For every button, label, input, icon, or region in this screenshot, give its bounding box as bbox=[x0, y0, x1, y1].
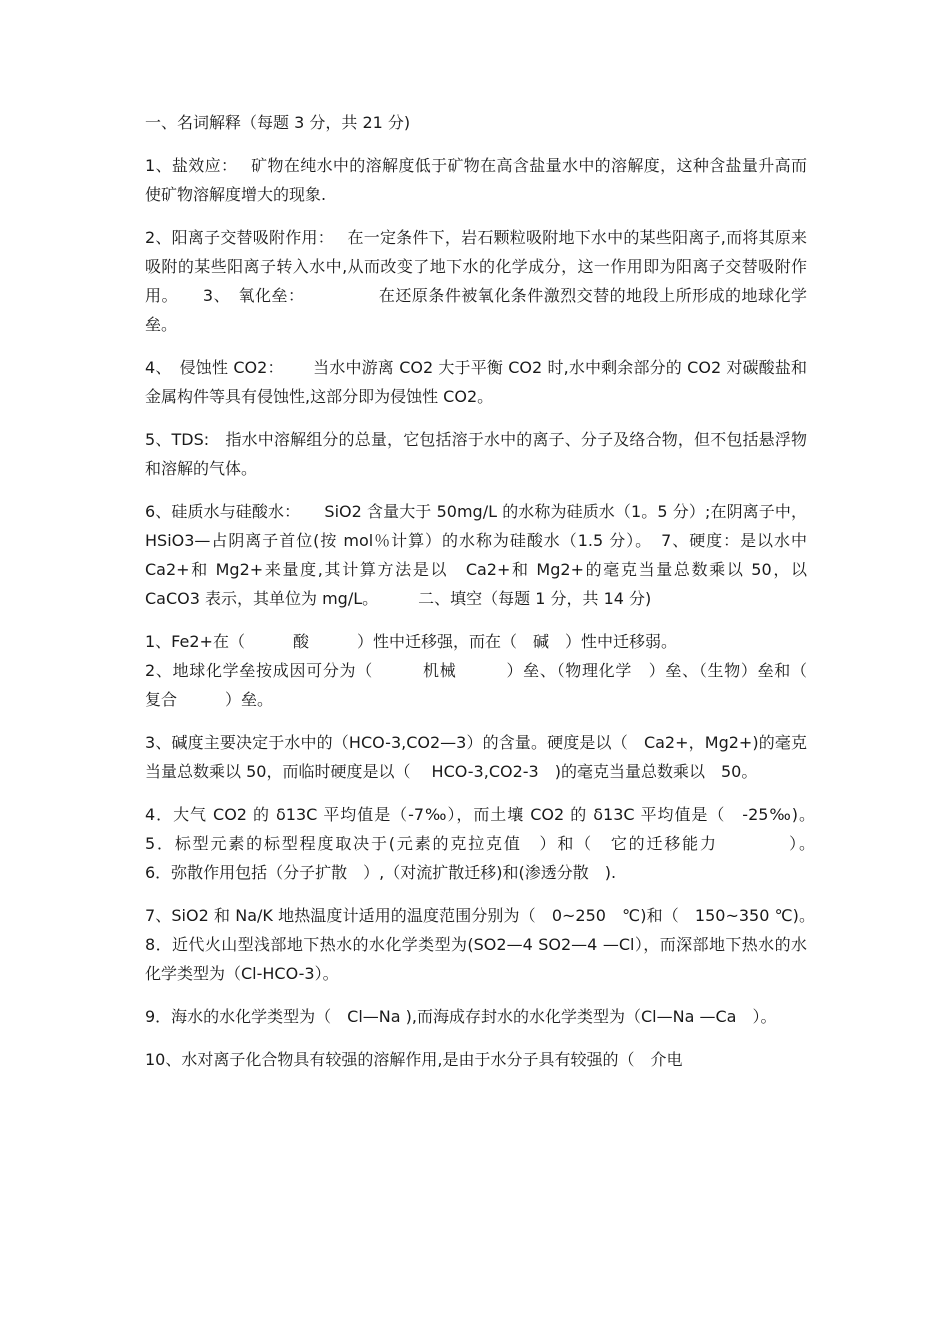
definition-salt-effect: 1、盐效应： 矿物在纯水中的溶解度低于矿物在高含盐量水中的溶解度，这种含盐量升高而使矿物溶解度增大的现象. bbox=[145, 156, 807, 204]
fill-blank-9: 9．海水的水化学类型为（ Cl—Na ),而海成存封水的水化学类型为（Cl—Na —Ca ）。 bbox=[145, 1007, 777, 1026]
fill-blank-1: 1、Fe2+在（ 酸 ）性中迁移强，而在（ 碱 ）性中迁移弱。 bbox=[145, 632, 677, 651]
fill-blank-2: 2、地球化学垒按成因可分为（ 机械 ）垒、（物理化学 ）垒、（生物）垒和（ 复合 ）垒。 bbox=[145, 661, 824, 709]
section-heading-definitions: 一、名词解释（每题 3 分，共 21 分) bbox=[145, 113, 411, 132]
definition-siliceous-water: 6、硅质水与硅酸水： SiO2 含量大于 50mg/L 的水称为硅质水（1。5 分）;在阴离子中，HSiO3—占阴离子首位(按 mol％计算）的水称为硅酸水（1.5 分）。 7、硬度：是以水中 Ca2+和 Mg2+来量度,其计算方法是以 Ca2+和 Mg2+的毫克当量总数乘以 50，以 CaCO3 表示，其单位为 mg/L。 二、填空（每题 1 分，共 14 分) bbox=[145, 502, 807, 608]
definition-tds: 5、TDS: 指水中溶解组分的总量，它包括溶于水中的离子、分子及络合物，但不包括悬浮物和溶解的气体。 bbox=[145, 430, 807, 478]
fill-blank-7-8: 7、SiO2 和 Na/K 地热温度计适用的温度范围分别为（ 0~250 ℃)和（ 150~350 ℃)。 8．近代火山型浅部地下热水的水化学类型为(SO2—4 SO2—4 —Cl），而深部地下热水的水化学类型为（Cl-HCO-3）。 bbox=[145, 906, 856, 983]
document-body bbox=[145, 108, 856, 1088]
fill-blank-4-6: 4．大气 CO2 的 δ13C 平均值是（-7‰），而土壤 CO2 的 δ13C 平均值是（ -25‰)。 5．标型元素的标型程度取决于(元素的克拉克值 ）和（ 它的迁移能力 ）。 6．弥散作用包括（分子扩散 ）,（对流扩散迁移)和(渗透分散 ). bbox=[145, 805, 856, 882]
fill-blank-3: 3、碱度主要决定于水中的（HCO-3,CO2—3）的含量。硬度是以（ Ca2+，Mg2+)的毫克当量总数乘以 50，而临时硬度是以（ HCO-3,CO2-3 )的毫克当量总数乘以 50。 bbox=[145, 733, 807, 781]
definition-aggressive-co2: 4、 侵蚀性 CO2： 当水中游离 CO2 大于平衡 CO2 时,水中剩余部分的 CO2 对碳酸盐和金属构件等具有侵蚀性,这部分即为侵蚀性 CO2。 bbox=[145, 358, 807, 406]
fill-blank-10: 10、水对离子化合物具有较强的溶解作用,是由于水分子具有较强的（ 介电 bbox=[145, 1050, 683, 1069]
definition-cation-exchange: 2、阳离子交替吸附作用： 在一定条件下，岩石颗粒吸附地下水中的某些阳离子,而将其原来吸附的某些阳离子转入水中,从而改变了地下水的化学成分，这一作用即为阳离子交替吸附作用。 3、 氧化垒： 在还原条件被氧化条件激烈交替的地段上所形成的地球化学垒。 bbox=[145, 228, 807, 334]
